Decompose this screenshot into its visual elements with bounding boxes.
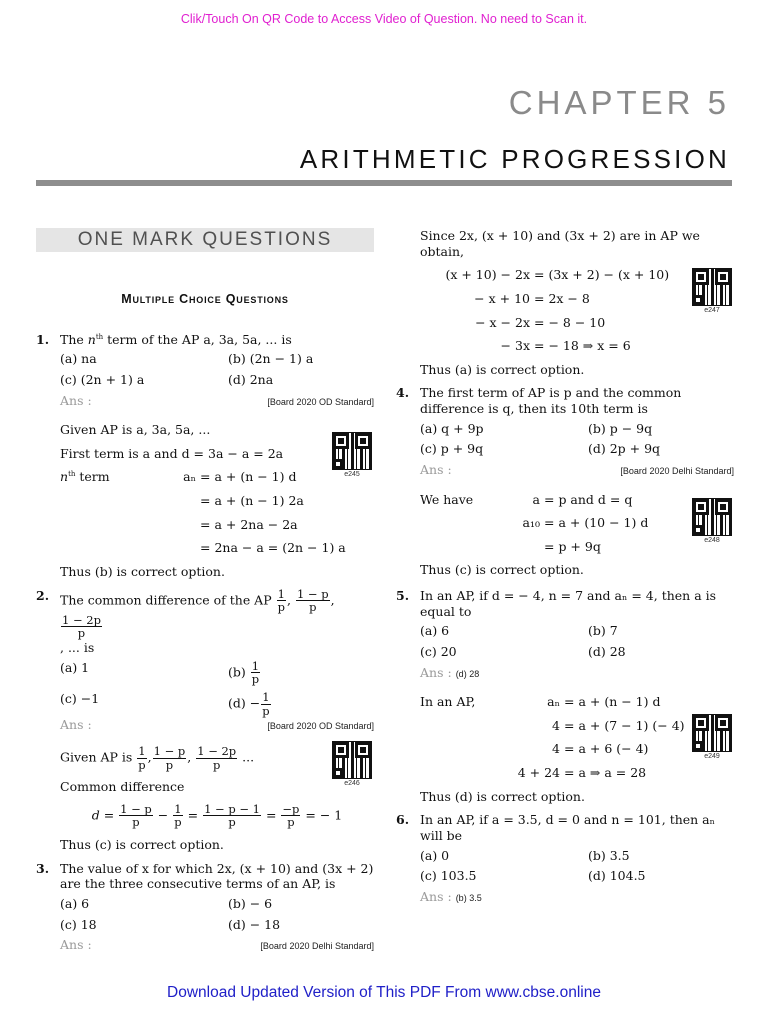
solution-conclusion: Thus (b) is correct option. [60, 563, 225, 579]
qr-code-icon [692, 268, 732, 306]
answer-label: Ans : [60, 937, 92, 953]
option-a: (a) 6 [420, 623, 450, 639]
answer-row [60, 393, 374, 409]
solution-label: We have [420, 491, 474, 507]
answer-label: Ans : [420, 664, 452, 680]
question-number: 2. [36, 587, 50, 603]
solution-conclusion: Thus (a) is correct option. [420, 361, 585, 377]
option-d: (d) 28 [588, 643, 626, 659]
question-3 [36, 861, 374, 953]
option-b: (b) p − 9q [588, 420, 653, 436]
option-c: (c) 18 [60, 916, 97, 932]
answer-row [420, 889, 734, 905]
option-c: (c) 20 [420, 643, 457, 659]
answer-label: Ans : [60, 717, 92, 733]
option-a: (a) 0 [420, 847, 450, 863]
answer-value: (b) 3.5 [455, 892, 482, 903]
right-column [396, 224, 734, 904]
solution-conclusion: Thus (c) is correct option. [420, 562, 584, 578]
qr-code-e249[interactable]: e249 [692, 714, 732, 762]
board-reference: [Board 2020 Delhi Standard] [260, 941, 374, 952]
section-heading: ONE MARK QUESTIONS [36, 228, 374, 252]
solution-line: Given AP is a, 3a, 5a, ... [60, 422, 211, 438]
solution-line: Given AP is $\frac{1}{p}$ , $\frac{1 - p}{p}$ , $\frac{1 - 2p}{p}$ ... [60, 743, 255, 772]
option-a: (a) q + 9p [420, 420, 484, 436]
chapter-number: CHAPTER 5 [508, 84, 730, 121]
options [420, 421, 734, 457]
nth-term-label: $n^{th}$ term [60, 469, 110, 485]
question-2 [36, 588, 374, 733]
question-text: The value of x for which 2x, (x + 10) and (3x + 2) are the three consecutive terms of an AP, is [60, 860, 374, 892]
question-6 [396, 812, 734, 904]
equation-block: We have a = p and d = q a₁₀ = a + (10 − 1) d = p + 9q [420, 491, 649, 554]
question-5 [396, 588, 734, 680]
options [420, 623, 734, 659]
solution-4 [396, 492, 734, 579]
question-number: 1. [36, 331, 50, 347]
qr-code-icon [332, 741, 372, 779]
equation: d = $\frac{1 - p}{p}$ − $\frac{1}{p}$ = $\frac{1 - p - 1}{p}$ = $\frac{-p}{p}$ = − 1 [91, 801, 343, 830]
qr-instruction-banner[interactable]: Clik/Touch On QR Code to Access Video of Question. No need to Scan it. [180, 12, 588, 26]
answer-row [420, 665, 734, 681]
question-text: The $n^{th}$ term of the AP a, 3a, 5a, ... is [60, 331, 292, 347]
question-text: In an AP, if a = 3.5, d = 0 and n = 101, then aₙ will be [420, 812, 716, 843]
qr-code-e246[interactable]: e246 [332, 741, 372, 789]
answer-row [60, 717, 374, 733]
options [60, 660, 374, 718]
question-number: 3. [36, 860, 50, 876]
solution-line: Common difference [60, 779, 185, 795]
option-b: (b) − 6 [228, 895, 273, 911]
option-c: (c) (2n + 1) a [60, 371, 145, 387]
option-a: (a) 6 [60, 895, 90, 911]
board-reference: [Board 2020 Delhi Standard] [620, 465, 734, 476]
option-b: (b) (2n − 1) a [228, 351, 314, 367]
option-b: (b) 7 [588, 623, 618, 639]
option-d: (d) 2na [228, 371, 274, 387]
option-b: (b) 3.5 [588, 847, 630, 863]
equation-block: $n^{th}$ term aₙ = a + (n − 1) d = a + (n − 1) 2a = a + 2na − 2a = 2na − a = (2n − 1) a [60, 469, 346, 556]
qr-code-icon [692, 498, 732, 536]
solution-conclusion: Thus (c) is correct option. [60, 837, 224, 853]
qr-code-icon [332, 432, 372, 470]
option-d: (d) − $\frac{1}{p}$ [228, 689, 270, 718]
solution-3 [396, 228, 734, 377]
answer-value: (d) 28 [455, 668, 480, 679]
question-4 [396, 385, 734, 477]
options [60, 351, 374, 387]
option-d: (d) 104.5 [588, 868, 646, 884]
answer-row [420, 462, 734, 478]
options [420, 848, 734, 884]
question-number: 4. [396, 385, 410, 401]
solution-line: First term is a and d = 3a − a = 2a [60, 445, 284, 461]
title-divider [36, 180, 732, 186]
question-number: 6. [396, 812, 410, 828]
options [60, 896, 374, 932]
download-link[interactable]: Download Updated Version of This PDF From www.cbse.online [167, 984, 601, 1001]
subsection-heading: Multiple Choice Questions [121, 292, 289, 306]
solution-label: In an AP, [420, 694, 476, 710]
solution-conclusion: Thus (d) is correct option. [420, 788, 585, 804]
question-text: In an AP, if d = − 4, n = 7 and aₙ = 4, then a is equal to [420, 588, 717, 619]
option-b: (b) $\frac{1}{p}$ [228, 658, 260, 687]
qr-code-e248[interactable]: e248 [692, 498, 732, 546]
solution-intro: Since 2x, (x + 10) and (3x + 2) are in AP we obtain, [420, 228, 700, 259]
answer-label: Ans : [420, 461, 452, 477]
option-c: (c) −1 [60, 690, 100, 706]
option-a: (a) 1 [60, 659, 90, 675]
solution-1 [36, 422, 374, 579]
solution-5 [396, 694, 734, 804]
equation-block: In an AP, aₙ = a + (n − 1) d 4 = a + (7 − 1) (− 4) 4 = a + 6 (− 4) 4 + 24 = a ⇒ a = 28 [420, 694, 685, 780]
qr-code-e245[interactable]: e245 [332, 432, 372, 480]
solution-2 [36, 745, 374, 853]
chapter-title: ARITHMETIC PROGRESSION [299, 144, 730, 174]
answer-row [60, 937, 374, 953]
question-1 [36, 332, 374, 409]
equation-block: (x + 10) − 2x = (3x + 2) − (x + 10) − x + 10 = 2x − 8 − x − 2x = − 8 − 10 − 3x = − 18 ⇒ x = 6 [445, 267, 670, 354]
question-text: The common difference of the AP $\frac{1}{p}$ , $\frac{1 - p}{p}$ , $\frac{1 - 2p}{p}$ , ... is [60, 586, 335, 656]
answer-label: Ans : [60, 392, 92, 408]
question-number: 5. [396, 588, 410, 603]
board-reference: [Board 2020 OD Standard] [267, 721, 374, 732]
answer-label: Ans : [420, 888, 452, 904]
option-d: (d) − 18 [228, 916, 281, 932]
qr-code-icon [692, 714, 732, 752]
qr-code-e247[interactable]: e247 [692, 268, 732, 316]
board-reference: [Board 2020 OD Standard] [267, 396, 374, 407]
left-column [36, 224, 374, 953]
option-d: (d) 2p + 9q [588, 441, 661, 457]
option-c: (c) p + 9q [420, 441, 484, 457]
option-a: (a) na [60, 351, 97, 367]
question-text: The first term of AP is p and the common difference is q, then its 10th term is [420, 385, 682, 416]
option-c: (c) 103.5 [420, 868, 477, 884]
